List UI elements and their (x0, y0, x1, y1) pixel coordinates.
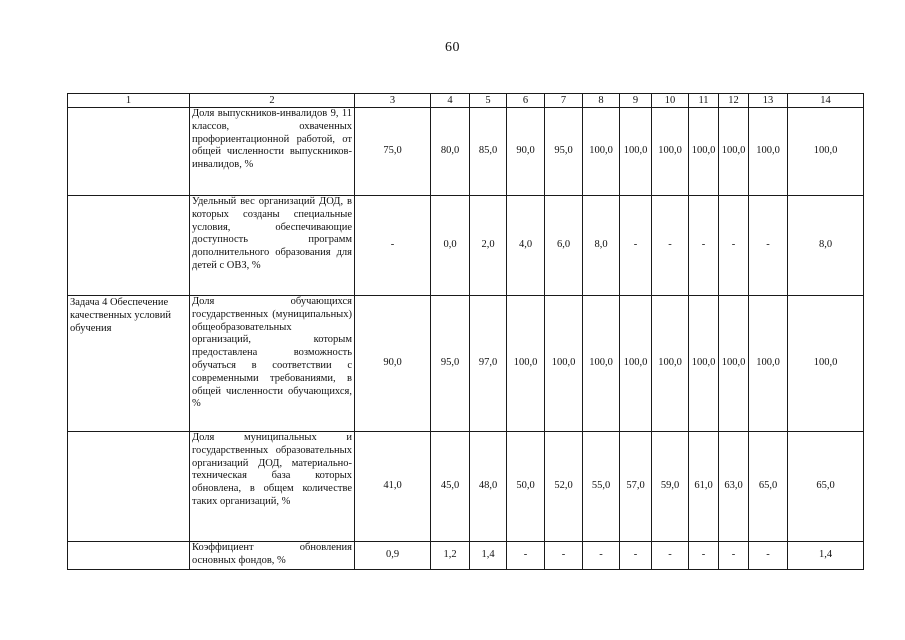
value-cell: 2,0 (470, 196, 507, 296)
value-cell: 95,0 (431, 296, 470, 432)
value-cell: 61,0 (689, 432, 719, 542)
value-cell: - (652, 542, 689, 570)
table-row (68, 432, 864, 542)
value-cell: 0,0 (431, 196, 470, 296)
table-row (68, 542, 864, 570)
value-cell: 100,0 (652, 108, 689, 196)
value-cell: 52,0 (545, 432, 583, 542)
task-cell (68, 432, 190, 542)
column-header: 5 (470, 94, 507, 108)
value-cell: 97,0 (470, 296, 507, 432)
value-cell: 65,0 (749, 432, 788, 542)
value-cell: 100,0 (719, 296, 749, 432)
indicator-cell: Доля выпускников-инвалидов 9, 11 классов, охваченных профориентационной работой, от общей численности выпускников-инвалидов, % (190, 108, 355, 196)
column-header: 8 (583, 94, 620, 108)
value-cell: 100,0 (507, 296, 545, 432)
value-cell: - (545, 542, 583, 570)
value-cell: 8,0 (583, 196, 620, 296)
indicator-cell: Доля обучающихся государственных (муниципальных) общеобразовательных организаций, которым предоставлена возможность обучаться в соответствии с современными требованиями, в общей численности обучающихся, % (190, 296, 355, 432)
task-cell (68, 108, 190, 196)
value-cell: 59,0 (652, 432, 689, 542)
value-cell: 100,0 (788, 108, 864, 196)
indicator-cell: Коэффициент обновления основных фондов, % (190, 542, 355, 570)
value-cell: 85,0 (470, 108, 507, 196)
table-row (68, 296, 864, 432)
column-header: 1 (68, 94, 190, 108)
table-row (68, 196, 864, 296)
value-cell: - (355, 196, 431, 296)
value-cell: - (620, 196, 652, 296)
value-cell: 100,0 (749, 296, 788, 432)
value-cell: - (749, 196, 788, 296)
header-row (68, 94, 864, 108)
value-cell: 100,0 (719, 108, 749, 196)
column-header: 4 (431, 94, 470, 108)
value-cell: 100,0 (583, 108, 620, 196)
value-cell: 50,0 (507, 432, 545, 542)
task-cell (68, 542, 190, 570)
page-number: 60 (445, 40, 460, 55)
column-header: 11 (689, 94, 719, 108)
value-cell: 75,0 (355, 108, 431, 196)
task-cell (68, 196, 190, 296)
value-cell: 100,0 (652, 296, 689, 432)
value-cell: - (689, 196, 719, 296)
value-cell: 100,0 (620, 108, 652, 196)
value-cell: 8,0 (788, 196, 864, 296)
indicator-cell: Удельный вес организаций ДОД, в которых созданы специальные условия, обеспечивающие доступность программ дополнительного образования для детей с ОВЗ, % (190, 196, 355, 296)
value-cell: 55,0 (583, 432, 620, 542)
value-cell: - (620, 542, 652, 570)
column-header: 2 (190, 94, 355, 108)
task-cell: Задача 4 Обеспечение качественных условий обучения (68, 296, 190, 432)
value-cell: 41,0 (355, 432, 431, 542)
value-cell: 4,0 (507, 196, 545, 296)
value-cell: 57,0 (620, 432, 652, 542)
value-cell: 1,2 (431, 542, 470, 570)
value-cell: 90,0 (507, 108, 545, 196)
indicator-cell: Доля муниципальных и государственных образовательных организаций ДОД, материально-техническая база которых обновлена, в общем количестве таких организаций, % (190, 432, 355, 542)
value-cell: - (689, 542, 719, 570)
value-cell: 95,0 (545, 108, 583, 196)
value-cell: - (719, 542, 749, 570)
column-header: 7 (545, 94, 583, 108)
value-cell: 100,0 (689, 296, 719, 432)
value-cell: 100,0 (749, 108, 788, 196)
value-cell: 48,0 (470, 432, 507, 542)
value-cell: 63,0 (719, 432, 749, 542)
value-cell: 45,0 (431, 432, 470, 542)
column-header: 9 (620, 94, 652, 108)
column-header: 12 (719, 94, 749, 108)
value-cell: - (749, 542, 788, 570)
column-header: 13 (749, 94, 788, 108)
value-cell: 1,4 (470, 542, 507, 570)
column-header: 6 (507, 94, 545, 108)
value-cell: 100,0 (620, 296, 652, 432)
value-cell: 100,0 (545, 296, 583, 432)
column-header: 14 (788, 94, 864, 108)
value-cell: - (719, 196, 749, 296)
column-header: 3 (355, 94, 431, 108)
value-cell: - (583, 542, 620, 570)
value-cell: 6,0 (545, 196, 583, 296)
value-cell: 100,0 (788, 296, 864, 432)
value-cell: 0,9 (355, 542, 431, 570)
value-cell: - (507, 542, 545, 570)
value-cell: 1,4 (788, 542, 864, 570)
value-cell: 100,0 (583, 296, 620, 432)
value-cell: 90,0 (355, 296, 431, 432)
value-cell: 100,0 (689, 108, 719, 196)
value-cell: - (652, 196, 689, 296)
value-cell: 65,0 (788, 432, 864, 542)
indicators-table (67, 93, 864, 570)
column-header: 10 (652, 94, 689, 108)
table-row (68, 108, 864, 196)
value-cell: 80,0 (431, 108, 470, 196)
